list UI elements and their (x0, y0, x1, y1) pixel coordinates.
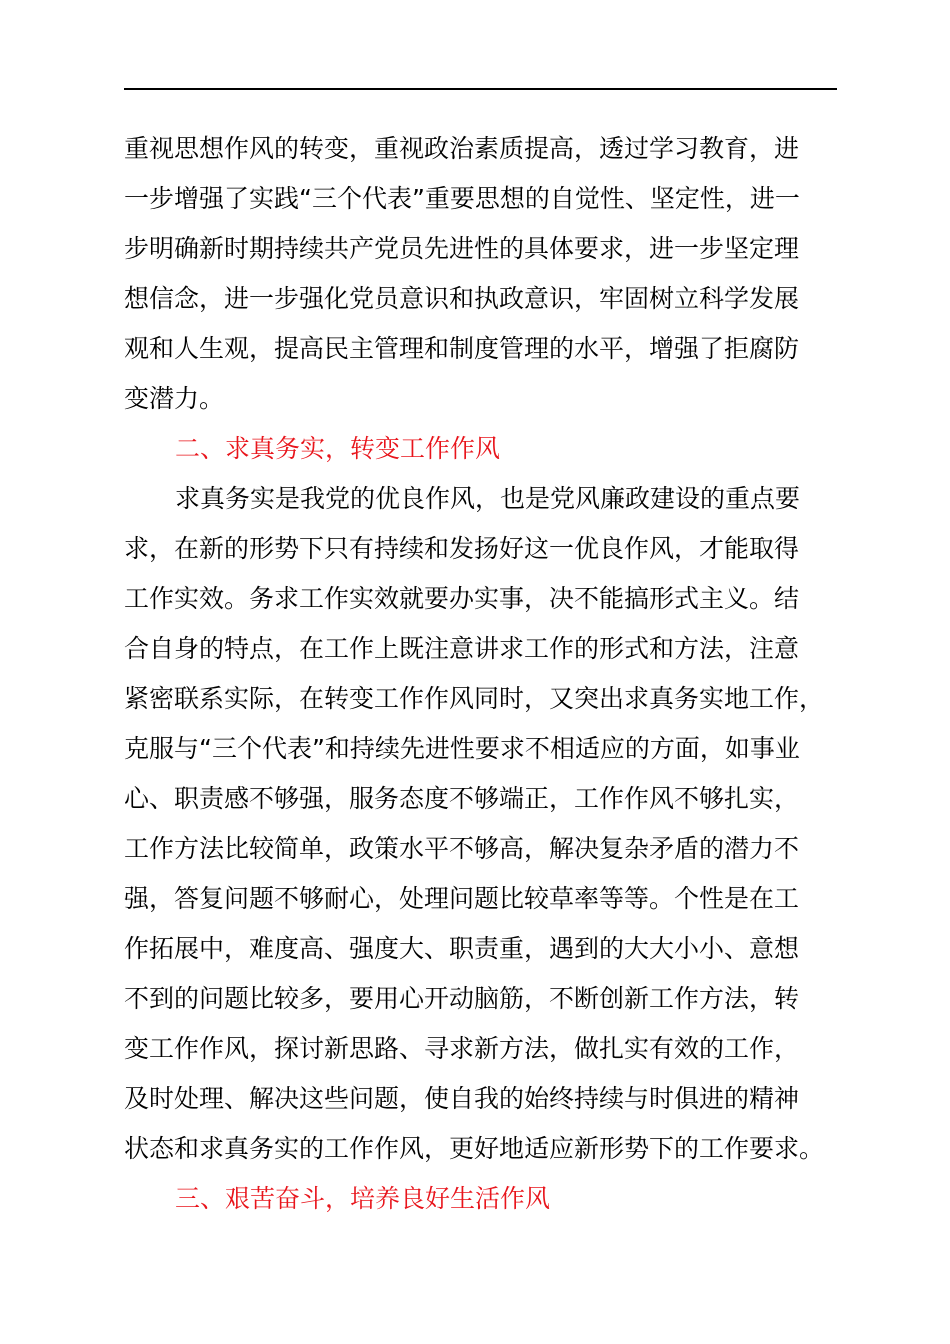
paragraph-line: 一步增强了实践“三个代表”重要思想的自觉性、坚定性，进一 (124, 184, 800, 213)
paragraph-line: 不到的问题比较多，要用心开动脑筋，不断创新工作方法，转 (124, 984, 800, 1013)
paragraph-1 (124, 124, 864, 424)
header-rule (124, 88, 837, 90)
paragraph-line: 强，答复问题不够耐心，处理问题比较草率等等。个性是在工 (124, 884, 800, 913)
paragraph-line: 作拓展中，难度高、强度大、职责重，遇到的大大小小、意想 (124, 934, 800, 963)
paragraph-line: 及时处理、解决这些问题，使自我的始终持续与时俱进的精神 (124, 1084, 800, 1113)
paragraph-line: 重视思想作风的转变，重视政治素质提高，透过学习教育，进 (124, 134, 800, 163)
paragraph-line: 克服与“三个代表”和持续先进性要求不相适应的方面，如事业 (124, 734, 800, 763)
paragraph-line: 变潜力。 (124, 384, 225, 413)
paragraph-line: 求真务实是我党的优良作风，也是党风廉政建设的重点要 (175, 484, 801, 513)
paragraph-line: 心、职责感不够强，服务态度不够端正，工作作风不够扎实， (124, 784, 800, 813)
section-heading-2: 二、求真务实，转变工作作风 (175, 434, 501, 463)
paragraph-line: 步明确新时期持续共产党员先进性的具体要求，进一步坚定理 (124, 234, 800, 263)
paragraph-line: 求，在新的形势下只有持续和发扬好这一优良作风，才能取得 (124, 534, 800, 563)
paragraph-line: 观和人生观，提高民主管理和制度管理的水平，增强了拒腐防 (124, 334, 800, 363)
document-body (124, 124, 864, 1224)
paragraph-line: 紧密联系实际，在转变工作作风同时，又突出求真务实地工作， (124, 684, 825, 713)
paragraph-line: 工作实效。务求工作实效就要办实事，决不能搞形式主义。结 (124, 584, 800, 613)
section-heading-3: 三、艰苦奋斗，培养良好生活作风 (175, 1184, 551, 1213)
paragraph-line: 状态和求真务实的工作作风，更好地适应新形势下的工作要求。 (124, 1134, 825, 1163)
paragraph-line: 合自身的特点，在工作上既注意讲求工作的形式和方法，注意 (124, 634, 800, 663)
paragraph-line: 工作方法比较简单，政策水平不够高，解决复杂矛盾的潜力不 (124, 834, 800, 863)
paragraph-line: 想信念，进一步强化党员意识和执政意识，牢固树立科学发展 (124, 284, 800, 313)
paragraph-2 (124, 474, 864, 1174)
paragraph-line: 变工作作风，探讨新思路、寻求新方法，做扎实有效的工作， (124, 1034, 800, 1063)
